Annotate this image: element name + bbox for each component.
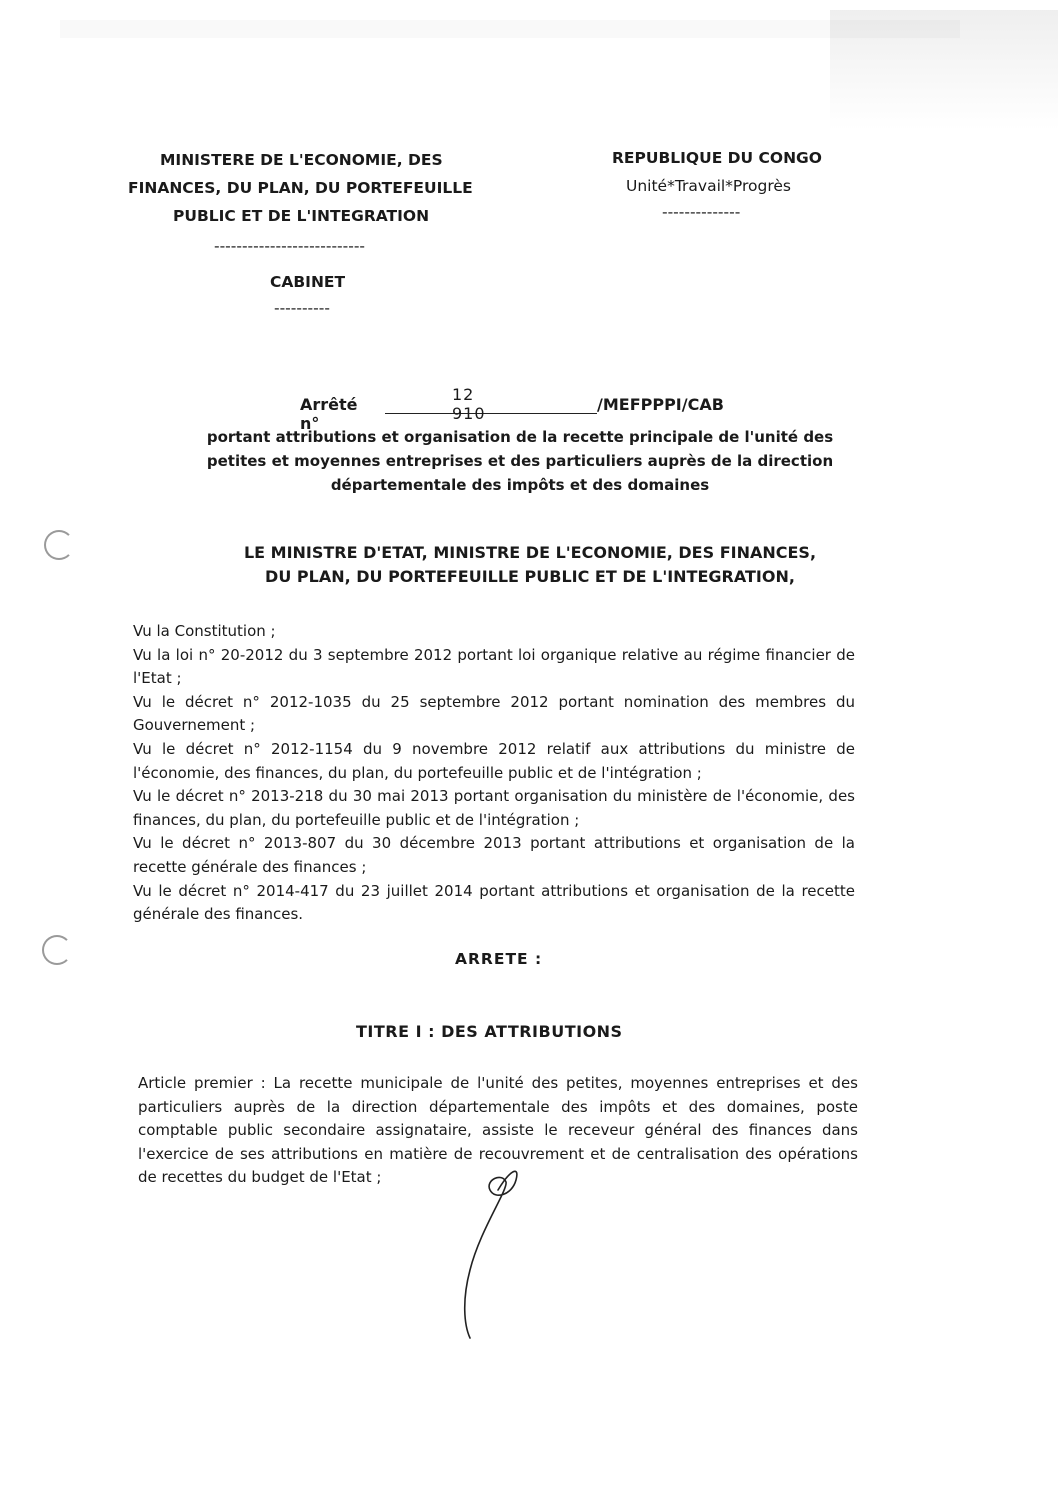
visa-item: Vu le décret n° 2013-218 du 30 mai 2013 portant organisation du ministère de l'économie, des finances, du plan, du portefeuille public et de l'intégration ; — [133, 787, 855, 829]
cabinet-label: CABINET — [270, 273, 346, 291]
visa-item: Vu le décret n° 2012-1035 du 25 septembre 2012 portant nomination des membres du Gouvernement ; — [133, 692, 855, 735]
visa-item: Vu le décret n° 2012-1154 du 9 novembre 2012 relatif aux attributions du ministre de l'économie, des finances, du plan, du portefeuille public et de l'intégration ; — [133, 739, 855, 782]
article-premier: Article premier : La recette municipale de l'unité des petites, moyennes entreprises et des particuliers auprès de la direction départementale des impôts et des domaines, poste comptable public secondaire assignataire, assiste le receveur général des finances dans l'exercice de ses attributions en matière de recouvrement et de centralisation des opérations de recettes du budget de l'Etat ; — [138, 1074, 858, 1186]
arrete-heading: ARRETE : — [455, 950, 543, 968]
decree-number-underline — [385, 413, 597, 414]
minister-title-line1: LE MINISTRE D'ETAT, MINISTRE DE L'ECONOMIE, DES FINANCES, — [243, 543, 817, 562]
titre-heading: TITRE I : DES ATTRIBUTIONS — [356, 1022, 623, 1041]
decree-subtitle: portant attributions et organisation de la recette principale de l'unité des petites et moyennes entreprises et des particuliers auprès de la direction départementale des impôts et des domaines — [206, 428, 834, 494]
decree-number: 12 910 — [452, 385, 486, 423]
visa-item: Vu la loi n° 20-2012 du 3 septembre 2012 portant loi organique relative au régime financier de l'Etat ; — [133, 645, 855, 688]
country-name: REPUBLIQUE DU CONGO — [612, 149, 822, 167]
minister-title — [170, 541, 890, 589]
scan-bleed-artifact — [60, 20, 960, 38]
visas-list — [133, 620, 855, 927]
decree-reference: /MEFPPPI/CAB — [597, 395, 724, 414]
handwritten-signature — [440, 1160, 560, 1350]
header-separator: --------------------------- — [214, 237, 366, 255]
visa-item: Vu la Constitution ; — [133, 622, 276, 640]
visa-item: Vu le décret n° 2014-417 du 23 juillet 2014 portant attributions et organisation de la recette générale des finances. — [133, 881, 855, 924]
ministry-name-line1: MINISTERE DE L'ECONOMIE, DES — [160, 151, 443, 169]
national-motto: Unité*Travail*Progrès — [626, 177, 792, 195]
punch-hole-icon — [44, 530, 74, 560]
decree-label: Arrêté n° — [300, 395, 358, 433]
cabinet-separator: ---------- — [274, 299, 330, 317]
ministry-name-line3: PUBLIC ET DE L'INTEGRATION — [173, 207, 430, 225]
visa-item: Vu le décret n° 2013-807 du 30 décembre 2013 portant attributions et organisation de la recette générale des finances ; — [133, 834, 855, 876]
punch-hole-icon — [42, 935, 72, 965]
minister-title-line2: DU PLAN, DU PORTEFEUILLE PUBLIC ET DE L'INTEGRATION, — [265, 567, 795, 586]
motto-separator: -------------- — [662, 203, 741, 221]
ministry-name-line2: FINANCES, DU PLAN, DU PORTEFEUILLE — [128, 179, 473, 197]
